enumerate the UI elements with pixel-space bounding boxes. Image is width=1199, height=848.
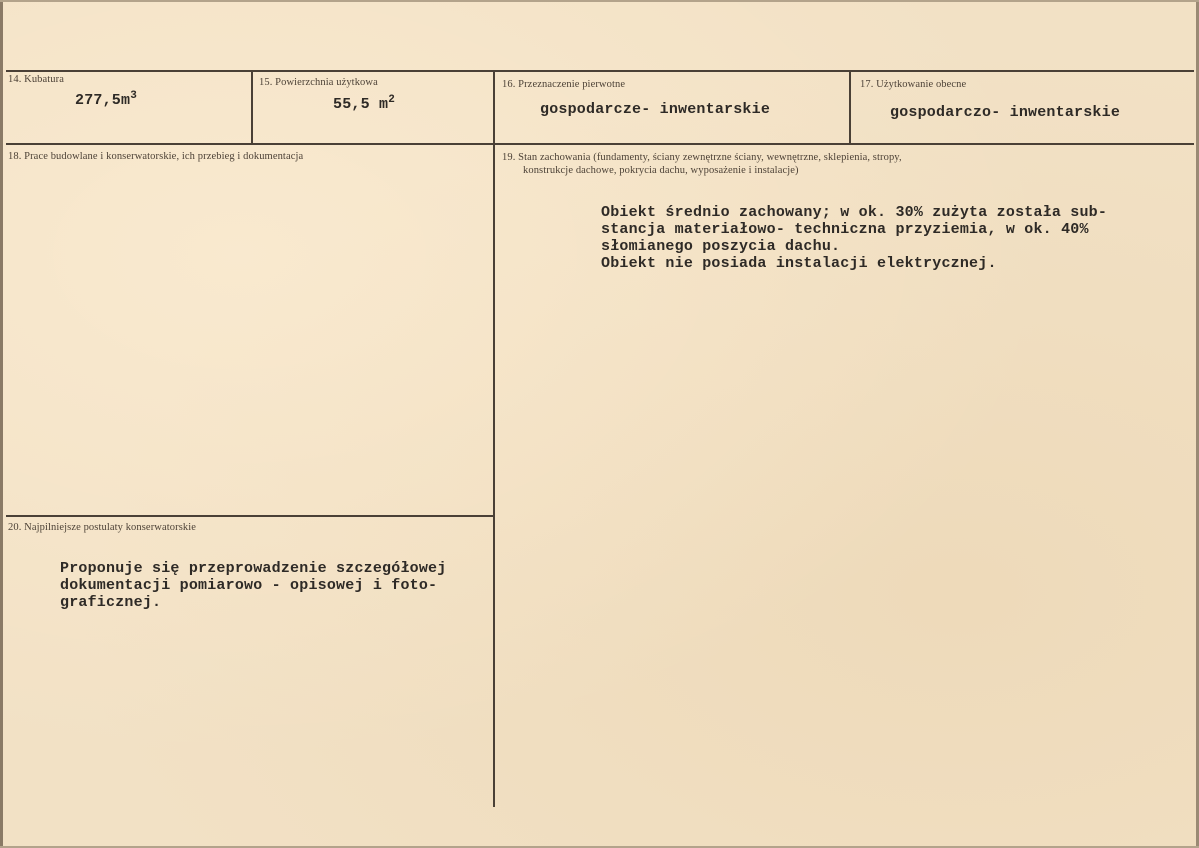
field-16-value: gospodarcze- inwentarskie [540, 101, 771, 118]
field-14-unit-exponent: 3 [130, 90, 138, 102]
field-20-text-line: dokumentacji pomiarowo - opisowej i foto- [60, 577, 438, 594]
card-edge-top [0, 0, 1199, 2]
field-20-label: 20. Najpilniejsze postulaty konserwatorskie [8, 522, 197, 533]
grid-line-col1 [251, 70, 253, 143]
grid-line-field20-top [6, 515, 494, 517]
field-19-text [601, 204, 1107, 272]
field-15-unit-exponent: 2 [388, 94, 396, 106]
card-edge-left [0, 0, 3, 848]
field-14-number: 277,5 [75, 92, 122, 109]
field-14-label: 14. Kubatura [8, 74, 65, 85]
field-16-label: 16. Przeznaczenie pierwotne [502, 79, 626, 90]
grid-line-col2 [493, 70, 495, 807]
field-18-label: 18. Prace budowlane i konserwatorskie, ich przebieg i dokumentacja [8, 151, 304, 162]
field-20-text-line: Proponuje się przeprowadzenie szczegółowej [60, 560, 447, 577]
field-19-label-line-1: 19. Stan zachowania (fundamenty, ściany zewnętrzne ściany, wewnętrzne, sklepienia, stropy, [502, 152, 902, 163]
field-20-text-line: graficznej. [60, 594, 162, 611]
field-15-value [333, 96, 395, 113]
grid-line-col3 [849, 70, 851, 143]
field-20-text [60, 560, 446, 611]
field-15-label: 15. Powierzchnia użytkowa [259, 77, 378, 88]
grid-line-row2 [6, 143, 1194, 145]
field-19-text-line: Obiekt średnio zachowany; w ok. 30% zużyta została sub- [601, 204, 1108, 221]
field-17-label: 17. Użytkowanie obecne [860, 79, 967, 90]
grid-line-top [6, 70, 1194, 72]
field-19-label-line-2: konstrukcje dachowe, pokrycia dachu, wyposażenie i instalacje) [523, 165, 799, 176]
field-19-text-line: Obiekt nie posiada instalacji elektrycznej. [601, 255, 997, 272]
field-19-text-line: stancja materiałowo- techniczna przyziemia, w ok. 40% [601, 221, 1089, 238]
field-19-text-line: słomianego poszycia dachu. [601, 238, 841, 255]
field-14-unit: m [121, 92, 131, 109]
field-17-value: gospodarczo- inwentarskie [890, 104, 1121, 121]
field-15-number: 55,5 m [333, 96, 389, 113]
field-14-value [75, 92, 137, 109]
